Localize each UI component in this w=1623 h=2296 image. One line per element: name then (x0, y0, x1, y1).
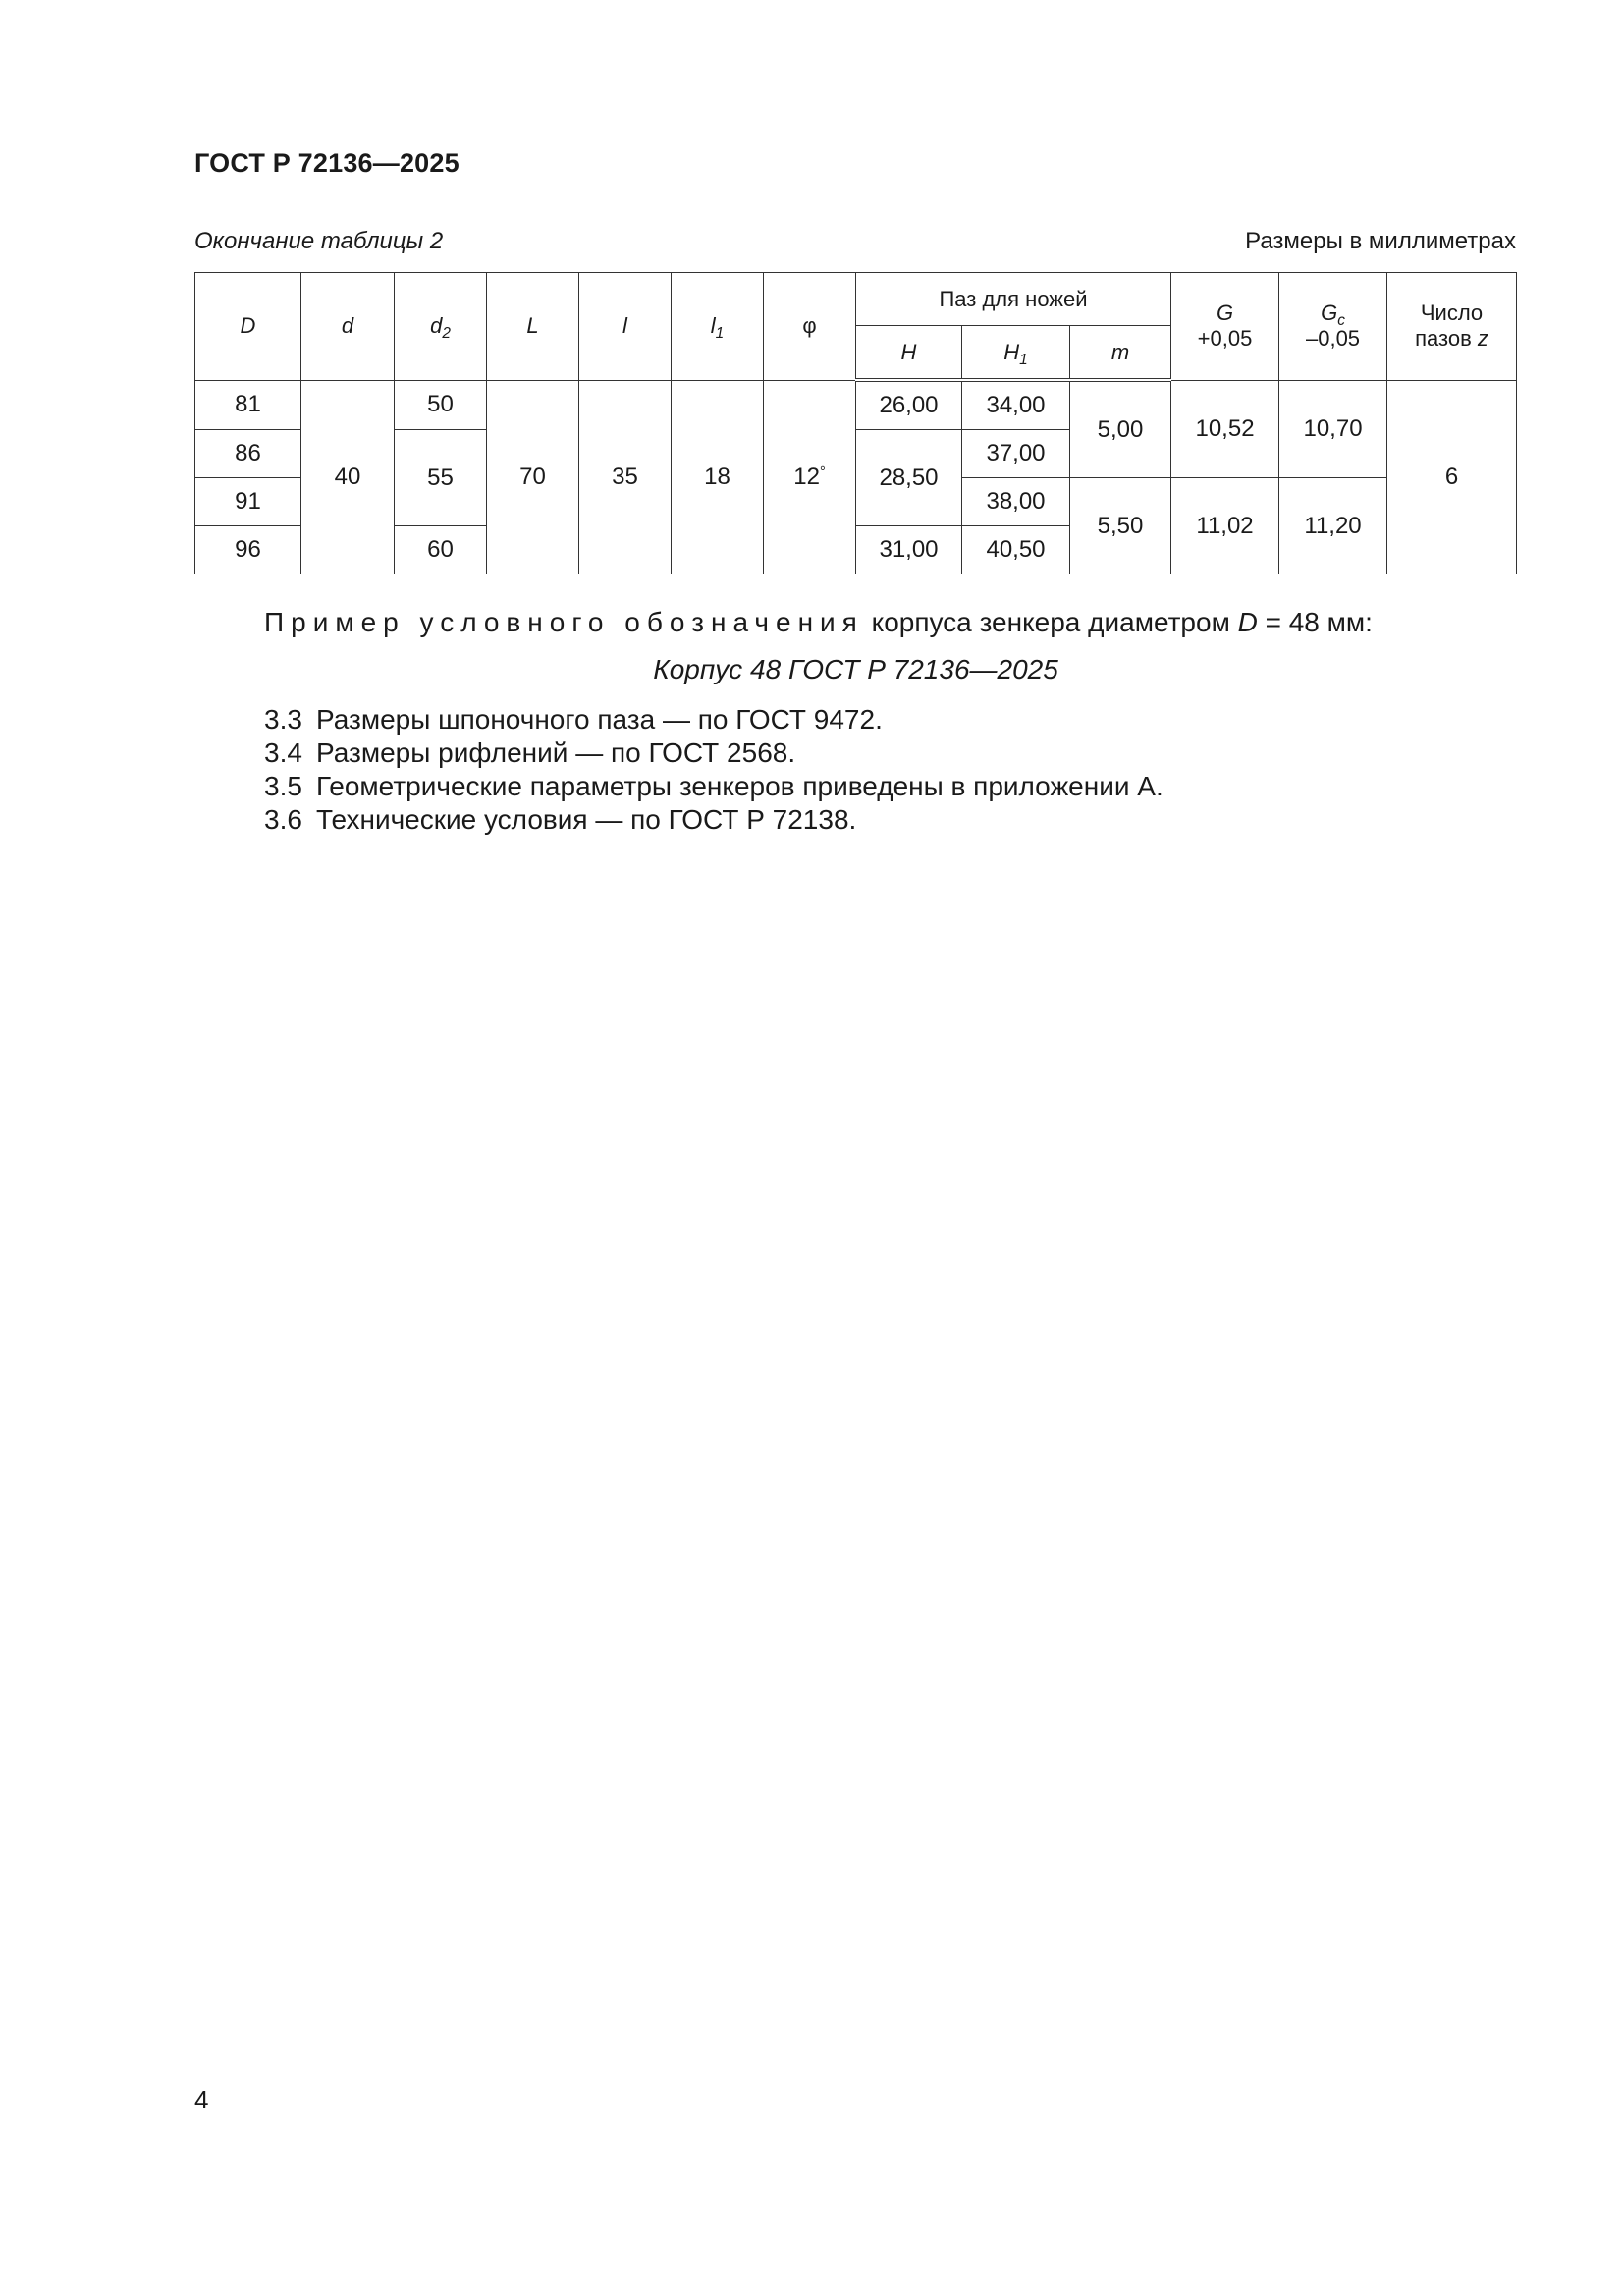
clause-number: 3.6 (264, 804, 302, 835)
clause-text: Технические условия — по ГОСТ Р 72138. (316, 804, 857, 835)
table-row (195, 380, 1517, 430)
dimensions-table (194, 272, 1517, 574)
cell-G: 11,02 (1171, 478, 1279, 574)
clause-item (264, 803, 1163, 837)
cell-H: 26,00 (856, 380, 962, 430)
header-d2: $d_2$ (395, 273, 487, 381)
clause-number: 3.5 (264, 771, 302, 801)
header-L: L (487, 273, 579, 381)
header-d: d (301, 273, 395, 381)
header-l1: $l_1$ (672, 273, 764, 381)
designation-line: Корпус 48 ГОСТ Р 72136—2025 (653, 654, 1058, 684)
header-Gc: $G_c$ –0,05 (1279, 273, 1387, 381)
cell-D: 91 (195, 478, 301, 526)
clause-item (264, 703, 1163, 737)
header-m: m (1070, 326, 1171, 381)
header-D: D (195, 273, 301, 381)
header-G: G +0,05 (1171, 273, 1279, 381)
cell-H1: 40,50 (962, 526, 1070, 574)
header-H: H (856, 326, 962, 381)
header-slot-count: Число пазов z (1387, 273, 1517, 381)
cell-d2: 55 (395, 430, 487, 526)
cell-H: 28,50 (856, 430, 962, 526)
cell-D: 81 (195, 380, 301, 430)
example-lead-spaced: Пример условного обозначения (264, 607, 864, 637)
table-caption-row (194, 228, 1516, 259)
header-knife-slot-group: Паз для ножей (856, 273, 1171, 326)
cell-H: 31,00 (856, 526, 962, 574)
example-variable: D (1237, 607, 1258, 637)
cell-H1: 38,00 (962, 478, 1070, 526)
clauses-list (264, 703, 1163, 837)
cell-d: 40 (301, 380, 395, 574)
cell-D: 86 (195, 430, 301, 478)
cell-l: 35 (579, 380, 672, 574)
header-phi: φ (764, 273, 856, 381)
clause-number: 3.4 (264, 738, 302, 768)
cell-H1: 34,00 (962, 380, 1070, 430)
cell-D: 96 (195, 526, 301, 574)
example-text: корпуса зенкера диаметром (863, 607, 1238, 637)
example-text-end: = 48 мм: (1257, 607, 1373, 637)
header-l: l (579, 273, 672, 381)
cell-d2: 60 (395, 526, 487, 574)
cell-phi: 12° (764, 380, 856, 574)
clause-text: Геометрические параметры зенкеров приведены в приложении А. (316, 771, 1163, 801)
clause-text: Размеры шпоночного паза — по ГОСТ 9472. (316, 704, 883, 735)
clause-item (264, 737, 1163, 770)
cell-m: 5,50 (1070, 478, 1171, 574)
cell-H1: 37,00 (962, 430, 1070, 478)
cell-G: 10,52 (1171, 380, 1279, 478)
clause-number: 3.3 (264, 704, 302, 735)
cell-L: 70 (487, 380, 579, 574)
clause-item (264, 770, 1163, 803)
header-H1: $H_1$ (962, 326, 1070, 381)
document-header: ГОСТ Р 72136—2025 (194, 148, 460, 178)
cell-z: 6 (1387, 380, 1517, 574)
cell-m: 5,00 (1070, 380, 1171, 478)
cell-Gc: 10,70 (1279, 380, 1387, 478)
table-continuation-caption: Окончание таблицы 2 (194, 228, 444, 254)
designation-example (264, 607, 1373, 638)
table-units-caption: Размеры в миллиметрах (1245, 228, 1516, 254)
cell-d2: 50 (395, 380, 487, 430)
clause-text: Размеры рифлений — по ГОСТ 2568. (316, 738, 796, 768)
cell-l1: 18 (672, 380, 764, 574)
cell-Gc: 11,20 (1279, 478, 1387, 574)
page-number: 4 (194, 2085, 209, 2114)
